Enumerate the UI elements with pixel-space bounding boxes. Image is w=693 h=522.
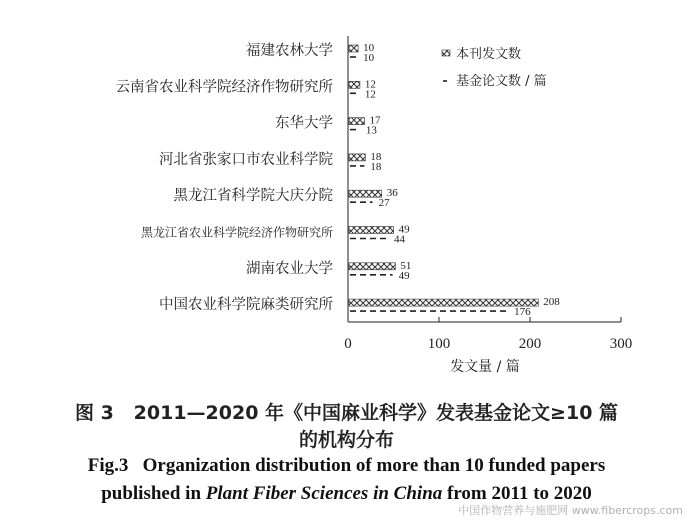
data-label-series2: 10 [363, 52, 375, 64]
category-label: 黑龙江省科学院大庆分院 [173, 188, 333, 205]
caption-en-line1: Organization distribution of more than 10 funded papers [142, 455, 606, 476]
x-tick-label: 300 [609, 336, 633, 352]
data-label-series2: 49 [398, 269, 410, 282]
data-label-series2: 44 [394, 233, 406, 246]
watermark: 中国作物营养与施肥网 www.fibercrops.com [458, 504, 683, 517]
bar-series1 [349, 227, 394, 234]
data-label-series1: 49 [398, 223, 410, 236]
caption-en-line2b: from 2011 to 2020 [442, 483, 592, 504]
x-axis-title: 发文量 / 篇 [450, 359, 520, 375]
caption-cn-prefix: 图 3 [74, 402, 114, 424]
legend-label-series1: 本刊发文数 [456, 47, 522, 62]
legend-label-series2: 基金论文数 / 篇 [456, 74, 547, 89]
data-label-series1: 208 [543, 296, 560, 309]
data-label-series1: 36 [386, 187, 398, 200]
data-label-series1: 17 [369, 114, 381, 127]
category-label: 湖南农业大学 [246, 260, 333, 277]
caption-en-line2a: published in [101, 483, 206, 504]
bar-series1 [349, 154, 365, 161]
caption-en-prefix: Fig.3 [87, 455, 129, 476]
category-label: 中国农业科学院麻类研究所 [159, 297, 333, 314]
x-tick-label: 0 [344, 336, 352, 352]
data-label-series1: 18 [370, 150, 382, 163]
bar-series1 [349, 299, 538, 306]
bar-series1 [349, 263, 395, 270]
category-label: 黑龙江省农业科学院经济作物研究所 [140, 225, 333, 240]
category-label: 东华大学 [275, 115, 333, 132]
category-label: 河北省张家口市农业科学院 [159, 151, 333, 168]
x-tick-label: 100 [427, 336, 451, 352]
bar-series1 [349, 81, 360, 88]
figure-caption-cn [0, 398, 693, 425]
caption-cn-line2: 的机构分布 [298, 429, 394, 451]
bar-series1 [349, 45, 358, 52]
legend-swatch-series1 [442, 50, 450, 56]
caption-cn-line1: 2011—2020 年《中国麻业科学》发表基金论文≥10 篇 [133, 402, 619, 424]
data-label-series2: 13 [365, 124, 377, 137]
data-label-series1: 12 [364, 78, 376, 91]
category-label: 云南省农业科学院经济作物研究所 [115, 79, 333, 96]
data-label-series2: 27 [378, 197, 390, 210]
data-label-series1: 51 [400, 259, 412, 272]
figure-caption-en [0, 455, 693, 477]
caption-en-journal: Plant Fiber Sciences in China [205, 483, 443, 504]
data-label-series1: 10 [363, 42, 375, 54]
data-label-series2: 18 [370, 160, 382, 173]
data-label-series2: 176 [514, 306, 531, 319]
bar-series1 [349, 118, 364, 125]
bar-series1 [349, 190, 382, 197]
figure-caption-cn-line2 [0, 425, 693, 452]
data-label-series2: 12 [364, 88, 376, 101]
x-tick-label: 200 [518, 336, 542, 352]
category-label: 福建农林大学 [246, 43, 333, 59]
